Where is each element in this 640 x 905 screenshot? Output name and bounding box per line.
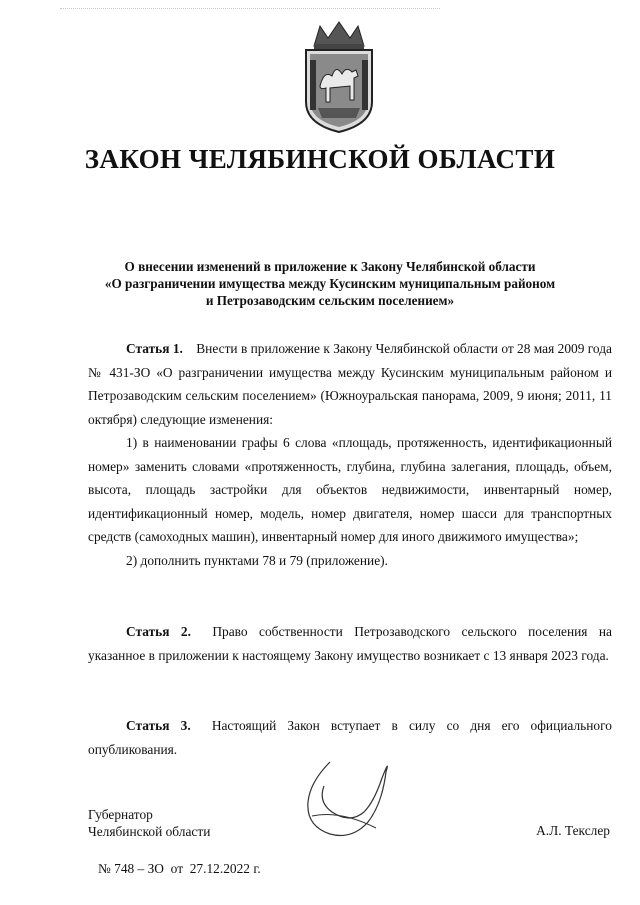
article-1-item-2: 2) дополнить пунктами 78 и 79 (приложение). — [126, 552, 388, 568]
article-2-label: Статья 2. — [126, 624, 191, 639]
article-1 — [88, 337, 612, 572]
scan-artifact — [60, 8, 440, 13]
document-title: ЗАКОН ЧЕЛЯБИНСКОЙ ОБЛАСТИ — [84, 144, 556, 174]
subtitle-line: О внесении изменений в приложение к Закону Челябинской области — [124, 259, 536, 274]
subtitle-line: и Петрозаводским сельским поселением» — [205, 293, 455, 308]
article-1-label: Статья 1. — [126, 341, 183, 356]
article-2 — [88, 620, 612, 667]
subtitle-line: «О разграничении имущества между Кусинским муниципальным районом — [104, 276, 556, 291]
signatory-role-line: Губернатор — [88, 807, 153, 822]
document-subtitle — [70, 258, 590, 309]
article-1-item-1: 1) в наименовании графы 6 слова «площадь, протяженность, идентификационный номер» заменить словами «протяженность, глубина, глубина залегания, площадь, объем, высота, площадь застройки для объектов недвижимости, инвентарный номер, идентификационный номер, модель, номер двигателя, номер шасси для транспортных средств (самоходных машин), инвентарный номер для иного движимого имущества»; — [88, 435, 612, 544]
article-3-text: Настоящий Закон вступает в силу со дня его официального опубликования. — [88, 718, 612, 757]
registration-number: № 748 – ЗО от 27.12.2022 г. — [98, 861, 261, 876]
signatory-name: А.Л. Текслер — [536, 823, 610, 838]
article-1-intro: Внести в приложение к Закону Челябинской области от 28 мая 2009 года № 431-ЗО «О разграничении имущества между Кусинским муниципальным районом и Петрозаводским сельским поселением» (Южноуральская панорама, 2009, 9 июня; 2011, 11 октября) следующие изменения: — [88, 341, 612, 427]
article-3-label: Статья 3. — [126, 718, 191, 733]
signatory-role-line: Челябинской области — [88, 824, 211, 839]
signatory-role — [88, 806, 210, 840]
signature-icon — [290, 752, 400, 842]
article-2-text: Право собственности Петрозаводского сельского поселения на указанное в приложении к настоящему Закону имущество возникает с 13 января 2023 года. — [88, 624, 612, 663]
coat-of-arms-icon — [296, 20, 382, 136]
